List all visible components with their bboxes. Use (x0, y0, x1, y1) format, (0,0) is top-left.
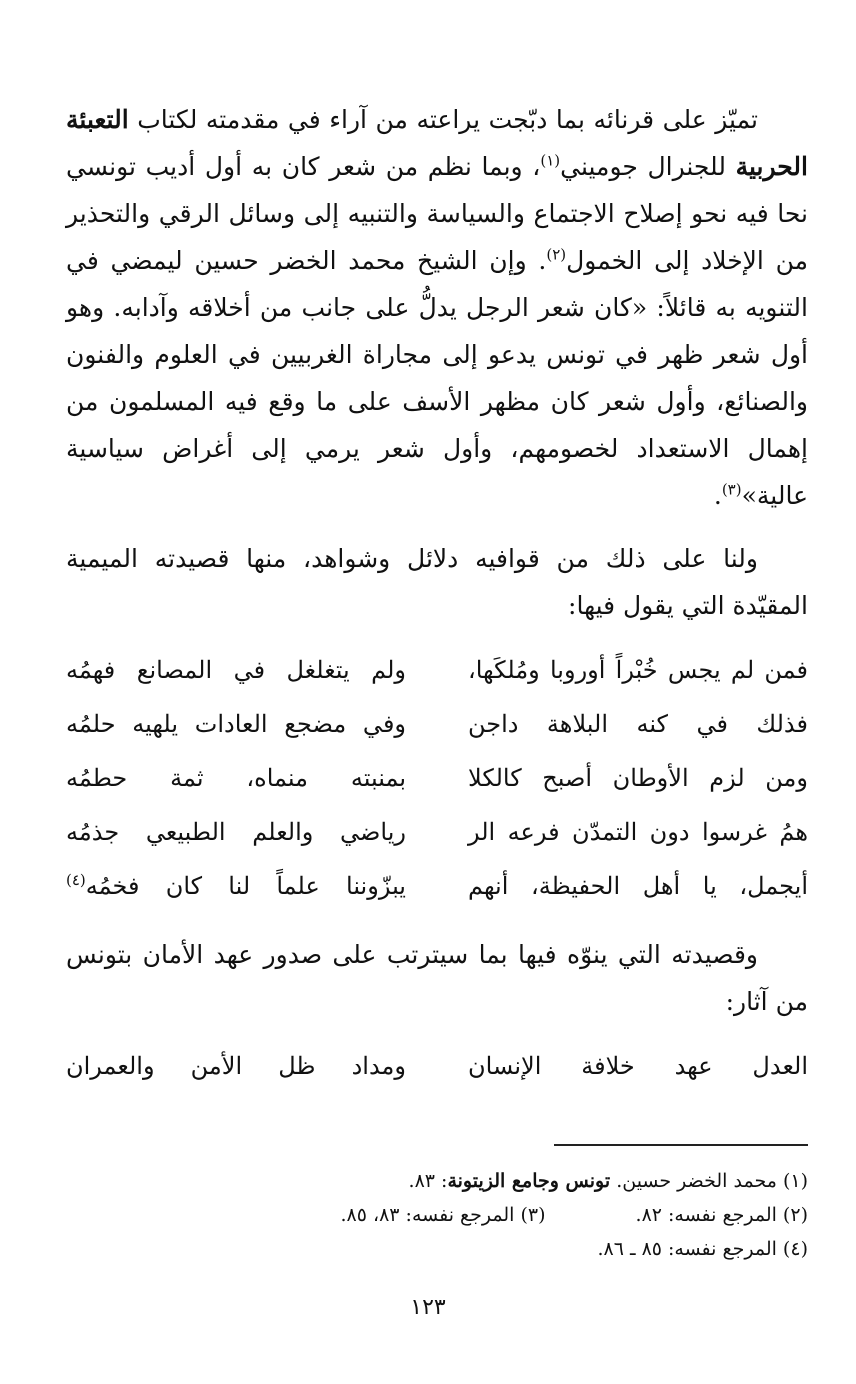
verse-line (66, 1039, 808, 1093)
verse-second-hemistich: ومداد ظل الأمن والعمران (66, 1052, 406, 1080)
paragraph-1-text-b: للجنرال جوميني (560, 152, 736, 181)
verse-first-hemistich: فذلك في كنه البلاهة داجن (468, 710, 808, 738)
verse-line (66, 751, 808, 805)
verse-second-hemistich: وفي مضجع العادات يلهيه حلمُه (66, 710, 406, 738)
poem-mimiyya (66, 643, 808, 913)
paragraph-1-text-c: ، وبما نظم من شعر كان به أول أديب تونسي نحا فيه نحو إصلاح الاجتماع والسياسة والتنبيه إلى وسائل الرقي والتحذير من الإخلاد إلى الخمول (66, 152, 809, 275)
verse-first-hemistich: أيجمل، يا أهل الحفيظة، أنهم (468, 872, 808, 900)
verse-line (66, 643, 808, 697)
paragraph-1-end: . (713, 481, 722, 510)
footnote-1-text: (١) محمد الخضر حسين. (610, 1170, 808, 1192)
verse-second-hemistich: ولم يتغلغل في المصانع فهمُه (66, 656, 406, 684)
verse-second-hemistich: بمنبته منماه، ثمة حطمُه (66, 764, 406, 792)
verse-second-hemistich (66, 872, 406, 900)
paragraph-1-text-d: . وإن الشيخ محمد الخضر حسين ليمضي في التنويه به قائلاً: «كان شعر الرجل يدلُّ على جانب من أخلاقه وآدابه. وهو أول شعر ظهر في تونس يدعو إلى مجاراة الغربيين في العلوم والفنون والصنائع، وأول شعر كان مظهر الأسف على ما وقع فيه المسلمون من إهمال الاستعداد لخصومهم، وأول شعر يرمي إلى أغراض سياسية عالية» (66, 246, 808, 510)
verse-first-hemistich: ومن لزم الأوطان أصبح كالكلا (468, 764, 808, 792)
paragraph-1 (66, 96, 808, 519)
verse-second-hemistich: رياضي والعلم الطبيعي جذمُه (66, 818, 406, 846)
footnote-2: (٢) المرجع نفسه: ٨٢. (635, 1204, 808, 1226)
footnote-ref-1[interactable]: (١) (540, 151, 561, 170)
footnote-ref-3[interactable]: (٣) (721, 480, 742, 499)
footnote-ref-4[interactable]: (٤) (66, 871, 86, 889)
paragraph-2: ولنا على ذلك من قوافيه دلائل وشواهد، منها قصيدته الميمية المقيّدة التي يقول فيها: (66, 544, 808, 620)
verse-line (66, 859, 808, 913)
footnote-ref-2[interactable]: (٢) (546, 245, 567, 264)
verse-second-hemistich-text: يبزّوننا علماً لنا كان فخمُه (85, 872, 406, 900)
footnotes (66, 1164, 808, 1266)
footnote-3: (٣) المرجع نفسه: ٨٣، ٨٥. (340, 1204, 546, 1226)
verse-first-hemistich: همُ غرسوا دون التمدّن فرعه الر (468, 818, 808, 846)
verse-line (66, 697, 808, 751)
footnote-1 (66, 1164, 808, 1198)
verse-line (66, 805, 808, 859)
footnote-row (66, 1198, 808, 1232)
book-title-bold: التعبئة الحربية (66, 105, 808, 181)
footnote-4: (٤) المرجع نفسه: ٨٥ ـ ٨٦. (597, 1238, 808, 1260)
footnote-1-title: تونس وجامع الزيتونة (447, 1170, 611, 1192)
page-body (66, 96, 808, 1093)
verse-first-hemistich: العدل عهد خلافة الإنسان (468, 1052, 808, 1080)
page-number: ١٢٣ (410, 1295, 446, 1320)
poem-aman (66, 1039, 808, 1093)
verse-first-hemistich: فمن لم يجس خُبْراً أوروبا ومُلكَها، (468, 656, 808, 684)
paragraph-1-text-a: تميّز على قرنائه بما دبّجت يراعته من آراء في مقدمته لكتاب (128, 105, 758, 134)
paragraph-3: وقصيدته التي ينوّه فيها بما سيترتب على صدور عهد الأمان بتونس من آثار: (66, 940, 808, 1016)
footnote-separator (554, 1144, 808, 1146)
footnote-1-page: : ٨٣. (408, 1170, 448, 1192)
